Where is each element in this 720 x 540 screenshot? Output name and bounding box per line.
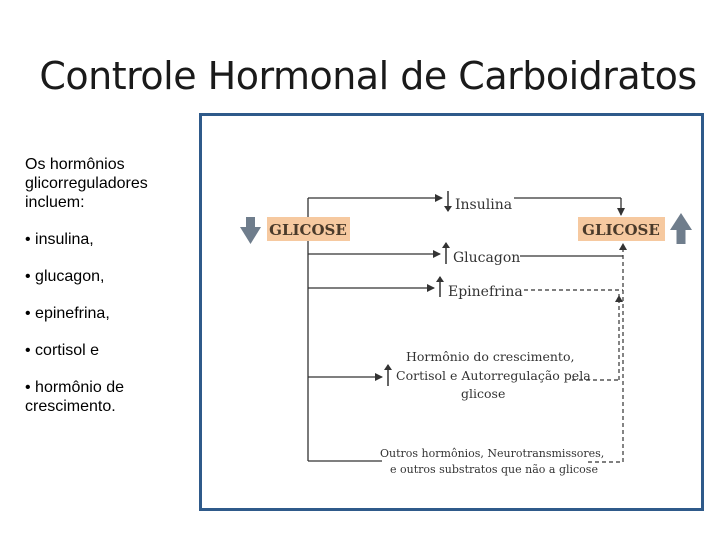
label-crescimento-2: Cortisol e Autorregulação pela <box>396 368 591 383</box>
arrow-down-icon <box>240 217 261 244</box>
label-glucagon: Glucagon <box>453 250 521 266</box>
bullet-intro: Os hormônios glicorreguladores incluem: <box>25 156 148 211</box>
diagram-canvas <box>202 116 701 508</box>
bullet-list <box>25 155 195 434</box>
collector-arrowhead <box>619 243 627 250</box>
crescimento-up-icon <box>384 364 392 386</box>
bullet-insulina: • insulina, <box>25 231 94 248</box>
glucose-label-right: GLICOSE <box>582 221 660 239</box>
bullet-glucagon: • glucagon, <box>25 268 105 285</box>
glucose-regulation-diagram <box>199 113 704 511</box>
label-outros-1: Outros hormônios, Neurotransmissores, <box>380 447 605 460</box>
glucagon-up-icon <box>442 242 450 264</box>
bullet-cortisol: • cortisol e <box>25 342 100 359</box>
epinefrina-up-icon <box>436 276 444 297</box>
label-outros-2: e outros substratos que não a glicose <box>390 463 598 476</box>
bullet-crescimento: • hormônio de crescimento. <box>25 379 124 415</box>
slide-title: Controle Hormonal de Carboidratos <box>39 54 697 98</box>
collector-arrowhead-2 <box>615 295 623 302</box>
label-epinefrina: Epinefrina <box>448 284 523 300</box>
glucose-label-left: GLICOSE <box>269 221 347 239</box>
label-crescimento-1: Hormônio do crescimento, <box>406 349 575 364</box>
label-insulina: Insulina <box>455 197 513 213</box>
bullet-epinefrina: • epinefrina, <box>25 305 110 322</box>
label-crescimento-3: glicose <box>461 386 506 401</box>
arrow-up-icon <box>670 213 692 244</box>
insulin-down-icon <box>444 191 452 212</box>
